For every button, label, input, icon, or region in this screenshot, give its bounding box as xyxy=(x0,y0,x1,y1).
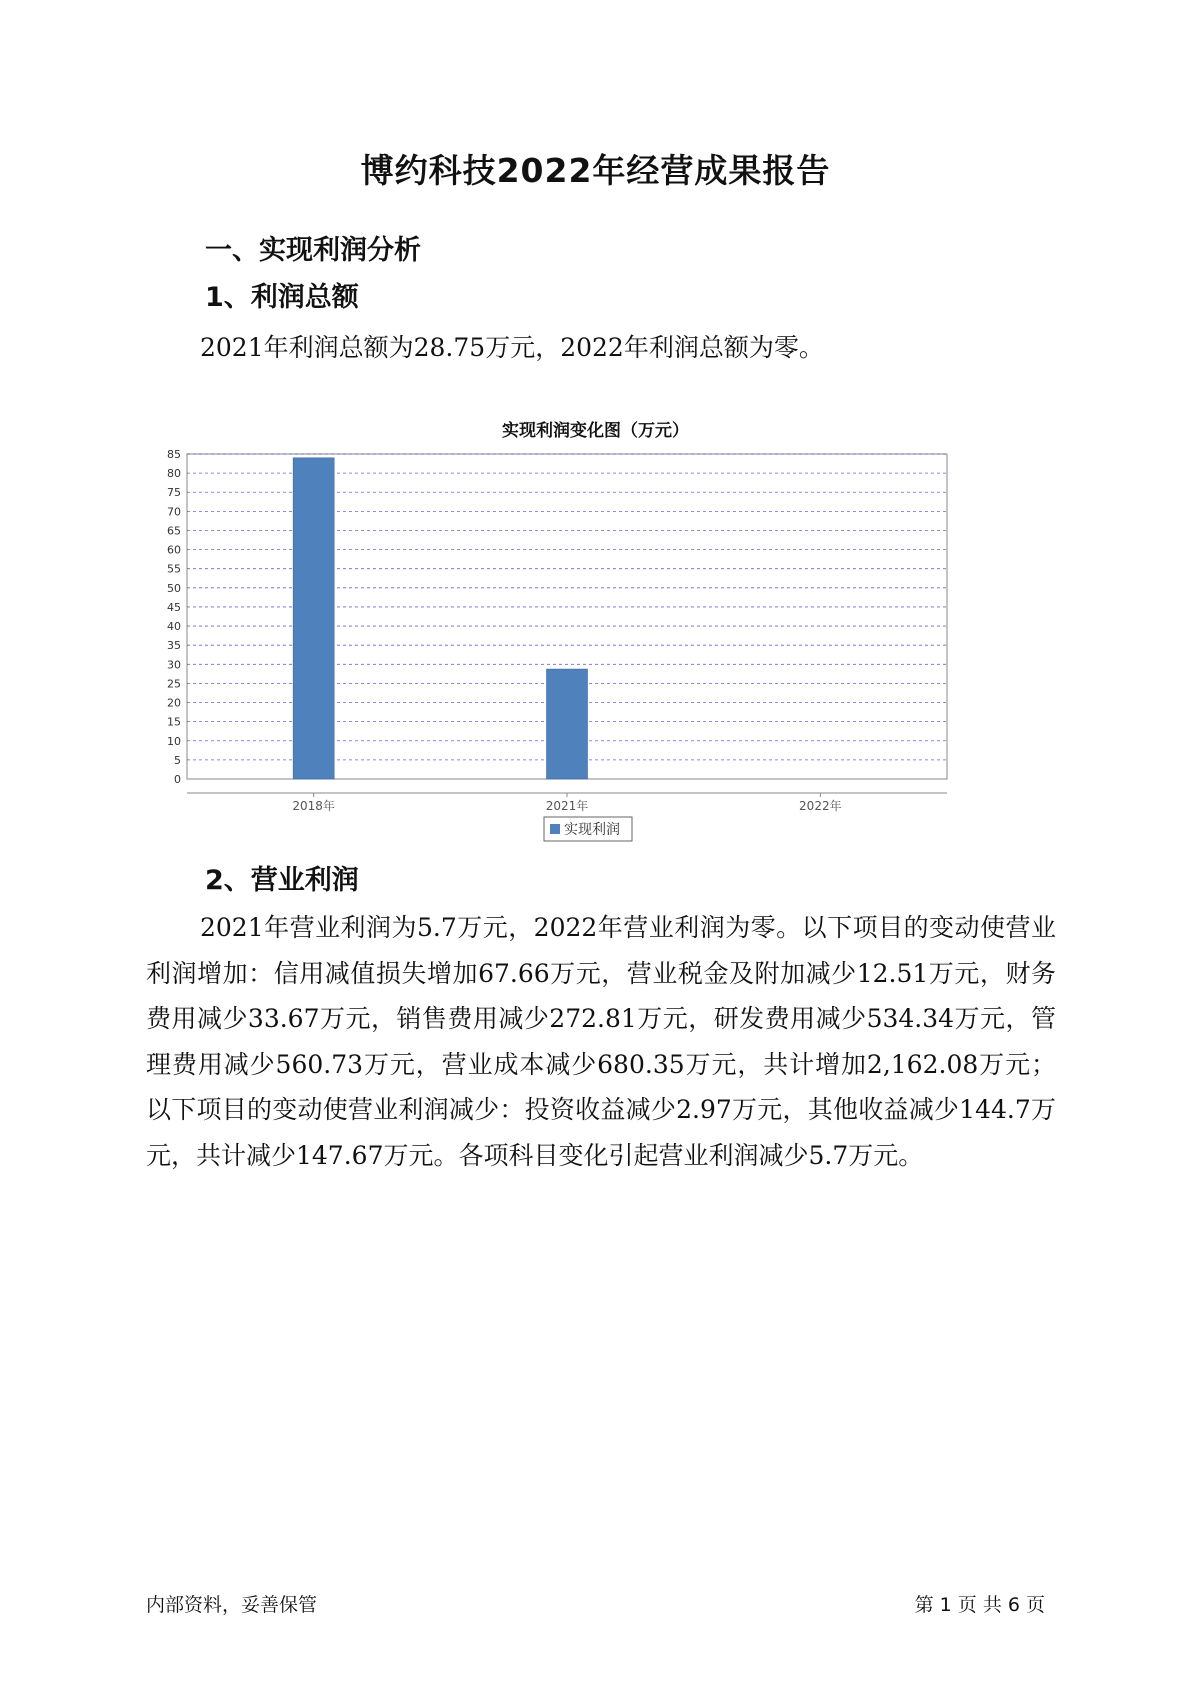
footer-confidential-note: 内部资料，妥善保管 xyxy=(146,1594,318,1616)
legend-label: 实现利润 xyxy=(564,822,620,838)
subheading-operating-profit: 2、营业利润 xyxy=(205,865,359,896)
y-tick-label: 50 xyxy=(167,581,181,595)
x-tick-label: 2021年 xyxy=(545,799,589,813)
y-tick-label: 75 xyxy=(167,486,181,500)
y-tick-label: 70 xyxy=(167,505,181,519)
profit-bar-chart xyxy=(150,440,1040,850)
y-tick-label: 15 xyxy=(167,715,181,729)
y-tick-label: 0 xyxy=(174,773,181,786)
x-tick-label: 2022年 xyxy=(799,799,842,813)
y-tick-label: 5 xyxy=(174,753,181,767)
y-tick-label: 35 xyxy=(167,639,181,653)
chart-title: 实现利润变化图（万元） xyxy=(502,421,689,441)
y-tick-label: 40 xyxy=(167,620,181,634)
chart-legend xyxy=(544,817,632,841)
y-tick-label: 65 xyxy=(167,524,181,538)
bar xyxy=(293,458,334,779)
y-tick-label: 85 xyxy=(167,448,181,461)
subheading-total-profit: 1、利润总额 xyxy=(205,282,359,313)
page-title: 博约科技2022年经营成果报告 xyxy=(360,151,831,190)
bar xyxy=(547,669,588,779)
y-tick-label: 55 xyxy=(167,562,181,576)
y-tick-label: 80 xyxy=(167,467,181,481)
y-tick-label: 45 xyxy=(167,600,181,614)
total-profit-paragraph: 2021年利润总额为28.75万元，2022年利润总额为零。 xyxy=(200,333,824,362)
y-tick-label: 30 xyxy=(167,658,181,672)
legend-swatch xyxy=(550,824,560,834)
operating-profit-paragraph: 2021年营业利润为5.7万元，2022年营业利润为零。以下项目的变动使营业利润增加：信用减值损失增加67.66万元，营业税金及附加减少12.51万元，财务费用减少33.67万元，销售费用减少272.81万元，研发费用减少534.34万元，管理费用减少560.73万元，营业成本减少680.35万元，共计增加2,162.08万元；以下项目的变动使营业利润减少：投资收益减少2.97万元，其他收益减少144.7万元，共计减少147.67万元。各项科目变化引起营业利润减少5.7万元。 xyxy=(146,913,1056,1170)
y-tick-label: 25 xyxy=(167,677,181,691)
x-tick-label: 2018年 xyxy=(292,799,335,813)
footer-page-number: 第 1 页 共 6 页 xyxy=(914,1594,1045,1616)
y-tick-label: 20 xyxy=(167,696,181,710)
y-tick-label: 60 xyxy=(167,543,181,557)
section-heading-profit-analysis: 一、实现利润分析 xyxy=(205,235,421,266)
y-tick-label: 10 xyxy=(167,734,181,748)
